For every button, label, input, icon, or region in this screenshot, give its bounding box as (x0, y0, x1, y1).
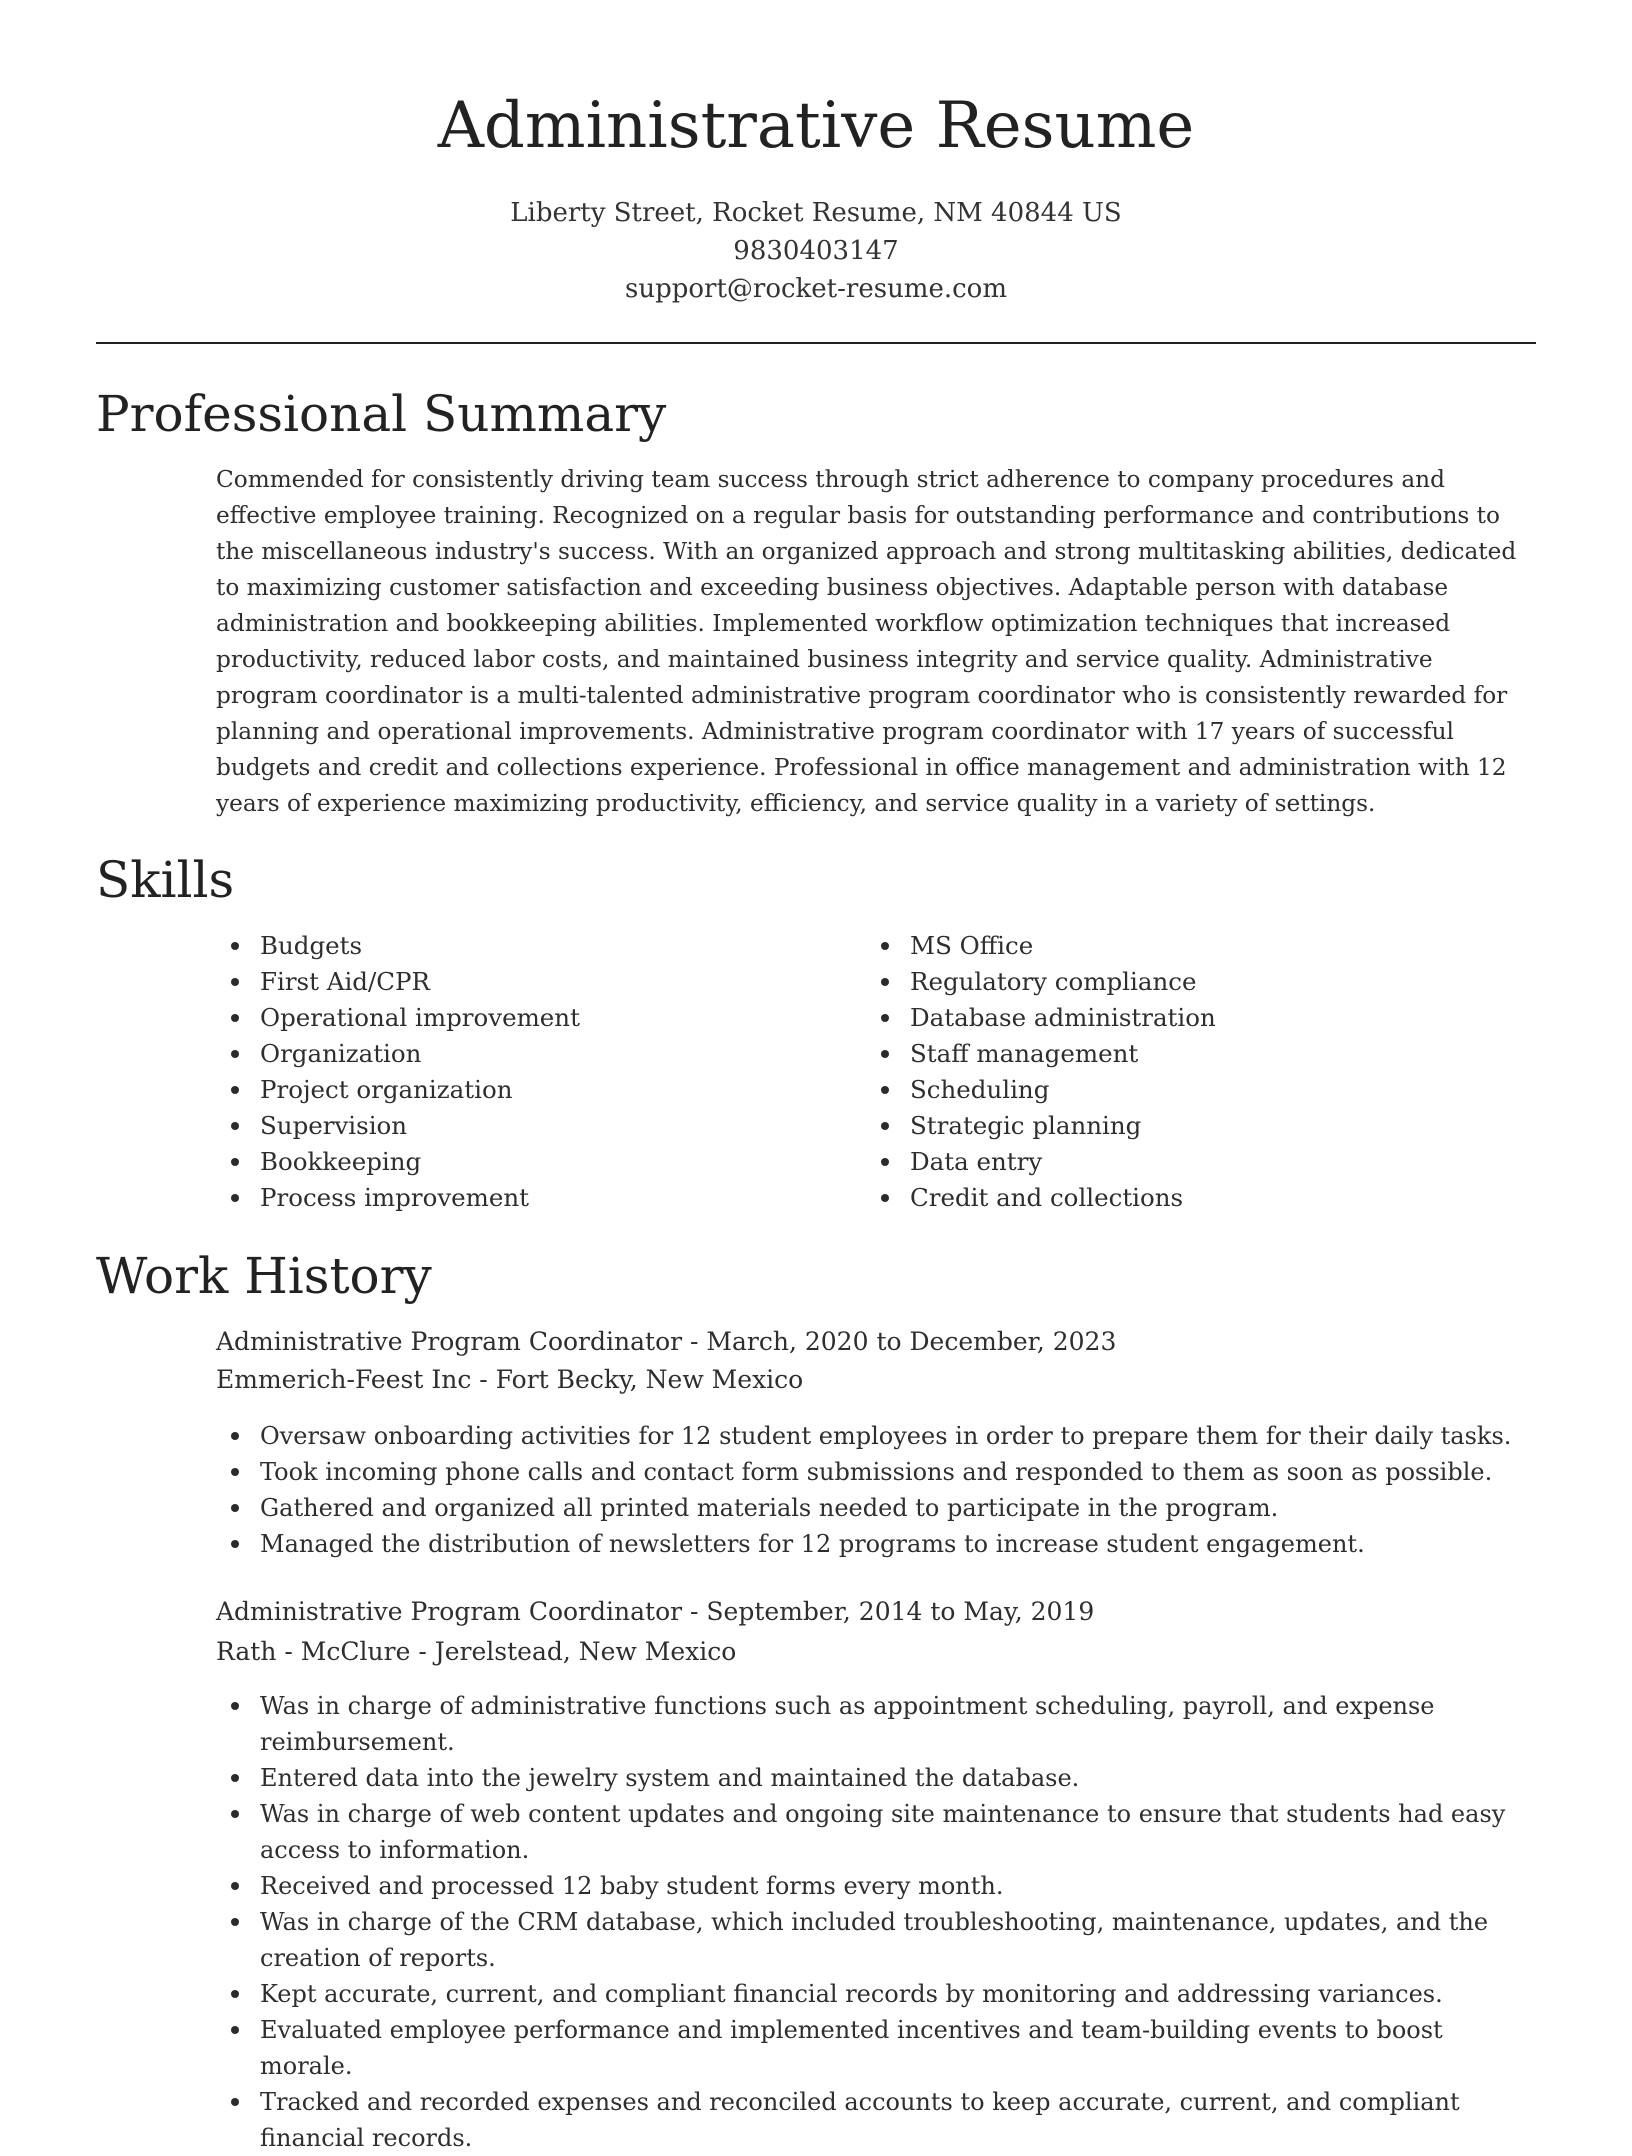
skill-item: Bookkeeping (216, 1144, 776, 1180)
skill-item: Organization (216, 1036, 776, 1072)
job-bullet: Tracked and recorded expenses and reconciled accounts to keep accurate, current, and compliant financial records. (216, 2084, 1540, 2156)
job-bullet: Entered data into the jewelry system and maintained the database. (216, 1760, 1540, 1796)
skill-item: MS Office (866, 928, 1426, 964)
job-bullet: Was in charge of web content updates and ongoing site maintenance to ensure that students had easy access to information. (216, 1796, 1540, 1868)
skill-item: Scheduling (866, 1072, 1426, 1108)
job-title-line: Administrative Program Coordinator - March, 2020 to December, 2023 (216, 1327, 1117, 1356)
job-bullet: Kept accurate, current, and compliant financial records by monitoring and addressing variances. (216, 1976, 1540, 2012)
skill-item: Credit and collections (866, 1180, 1426, 1216)
header-divider (96, 342, 1536, 344)
job-bullet: Was in charge of the CRM database, which included troubleshooting, maintenance, updates, and the creation of reports. (216, 1904, 1540, 1976)
job-bullet: Oversaw onboarding activities for 12 student employees in order to prepare them for their daily tasks. (216, 1418, 1540, 1454)
job-dates: March, 2020 to December, 2023 (706, 1327, 1117, 1356)
skill-item: Regulatory compliance (866, 964, 1426, 1000)
resume-name: Administrative Resume (437, 89, 1195, 163)
skill-item: First Aid/CPR (216, 964, 776, 1000)
summary-heading: Professional Summary (96, 385, 667, 443)
skill-item: Process improvement (216, 1180, 776, 1216)
job-location: Fort Becky, New Mexico (495, 1365, 804, 1394)
skill-item: Operational improvement (216, 1000, 776, 1036)
job-bullet: Evaluated employee performance and implemented incentives and team-building events to boost morale. (216, 2012, 1540, 2084)
skills-list-left (216, 928, 776, 1216)
job-title-line: Administrative Program Coordinator - September, 2014 to May, 2019 (216, 1597, 1095, 1626)
summary-text: Commended for consistently driving team success through strict adherence to company procedures and effective employee training. Recognized on a regular basis for outstanding performance and contributions to the miscellaneous industry's success. With an organized approach and strong multitasking abilities, dedicated to maximizing customer satisfaction and exceeding business objectives. Adaptable person with database administration and bookkeeping abilities. Implemented workflow optimization techniques that increased productivity, reduced labor costs, and maintained business integrity and service quality. Administrative program coordinator is a multi-talented administrative program coordinator who is consistently rewarded for planning and operational improvements. Administrative program coordinator with 17 years of successful budgets and credit and collections experience. Professional in office management and administration with 12 years of experience maximizing productivity, efficiency, and service quality in a variety of settings. (216, 466, 1517, 817)
job-dates: September, 2014 to May, 2019 (706, 1597, 1095, 1626)
skills-heading: Skills (96, 851, 235, 909)
contact-address: Liberty Street, Rocket Resume, NM 40844 US (510, 198, 1122, 228)
job-company-line: Rath - McClure - Jerelstead, New Mexico (216, 1637, 737, 1666)
skill-item: Strategic planning (866, 1108, 1426, 1144)
skill-item: Supervision (216, 1108, 776, 1144)
skill-item: Data entry (866, 1144, 1426, 1180)
work-history-heading: Work History (96, 1247, 432, 1305)
job-title: Administrative Program Coordinator (216, 1597, 683, 1626)
job-title: Administrative Program Coordinator (216, 1327, 683, 1356)
job-bullet: Was in charge of administrative functions such as appointment scheduling, payroll, and expense reimbursement. (216, 1688, 1540, 1760)
job-bullet: Managed the distribution of newsletters for 12 programs to increase student engagement. (216, 1526, 1540, 1562)
skills-list-right (866, 928, 1426, 1216)
skill-item: Staff management (866, 1036, 1426, 1072)
job-company: Emmerich-Feest Inc (216, 1365, 472, 1394)
job-bullets (216, 1688, 1540, 2156)
job-company-line: Emmerich-Feest Inc - Fort Becky, New Mexico (216, 1365, 804, 1394)
skill-item: Budgets (216, 928, 776, 964)
job-bullets (216, 1418, 1540, 1562)
skill-item: Project organization (216, 1072, 776, 1108)
contact-email: support@rocket-resume.com (624, 274, 1007, 304)
job-bullet: Gathered and organized all printed materials needed to participate in the program. (216, 1490, 1540, 1526)
job-bullet: Received and processed 12 baby student forms every month. (216, 1868, 1540, 1904)
job-company: Rath - McClure (216, 1637, 411, 1666)
job-location: Jerelstead, New Mexico (434, 1637, 737, 1666)
resume-header (0, 80, 1632, 308)
job-bullet: Took incoming phone calls and contact form submissions and responded to them as soon as possible. (216, 1454, 1540, 1490)
contact-phone: 9830403147 (733, 236, 899, 266)
skill-item: Database administration (866, 1000, 1426, 1036)
